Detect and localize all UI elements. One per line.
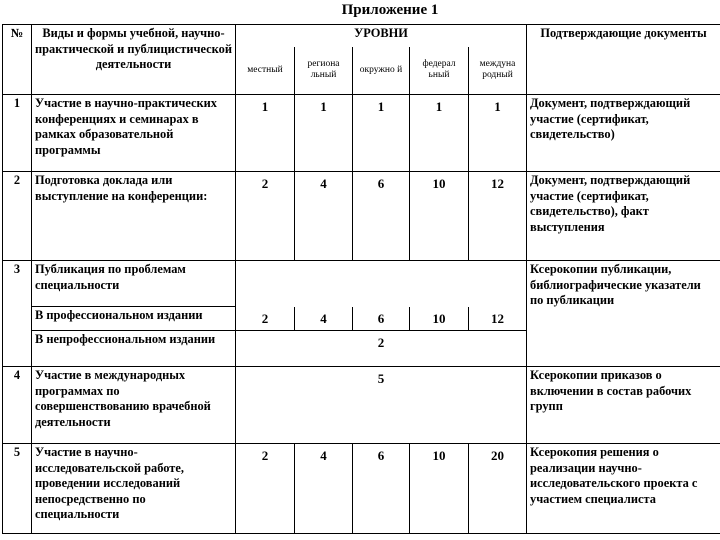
header-activity-types: Виды и формы учебной, научно-практической и публицистической деятельности — [32, 25, 236, 95]
table-row — [3, 172, 720, 261]
level-local: местный — [236, 47, 295, 95]
level-regional: регионa льный — [295, 47, 353, 95]
header-row — [3, 25, 720, 47]
value-regional: 1 — [295, 95, 353, 172]
value-international: 12 — [469, 172, 527, 261]
table-row — [3, 444, 720, 534]
header-number: № — [3, 25, 32, 95]
value-regional: 4 — [295, 172, 353, 261]
value-regional: 4 — [295, 444, 353, 534]
empty-levels-cell — [236, 261, 527, 307]
value-local: 2 — [236, 307, 295, 331]
activity-cell: Участие в научно-практических конференциях и семинарах в рамках образовательной программы — [32, 95, 236, 172]
row-number: 3 — [3, 261, 32, 367]
documents-cell: Ксерокопии публикации, библиографические указатели по публикации — [527, 261, 720, 367]
appendix-title: Приложение 1 — [341, 2, 439, 18]
activity-cell: Подготовка доклада или выступление на конференции: — [32, 172, 236, 261]
documents-cell: Ксерокопия решения о реализации научно-исследовательского проекта с участием специалиста — [527, 444, 720, 534]
row-number: 5 — [3, 444, 32, 534]
row-number: 2 — [3, 172, 32, 261]
level-district: окружно й — [353, 47, 410, 95]
value-all-levels: 5 — [236, 367, 527, 444]
value-district: 1 — [353, 95, 410, 172]
value-local: 2 — [236, 172, 295, 261]
value-local: 2 — [236, 444, 295, 534]
value-federal: 10 — [410, 172, 469, 261]
value-international: 20 — [469, 444, 527, 534]
table-row — [3, 367, 720, 444]
value-federal: 1 — [410, 95, 469, 172]
value-local: 1 — [236, 95, 295, 172]
row-number: 4 — [3, 367, 32, 444]
value-regional: 4 — [295, 307, 353, 331]
documents-cell: Документ, подтверждающий участие (сертификат, свидетельство), факт выступления — [527, 172, 720, 261]
value-district: 6 — [353, 307, 410, 331]
value-international: 12 — [469, 307, 527, 331]
header-levels: УРОВНИ — [236, 25, 527, 47]
level-international: междуна родный — [469, 47, 527, 95]
activity-levels-table — [2, 24, 720, 534]
value-federal: 10 — [410, 307, 469, 331]
activity-subcell: В непрофессиональном издании — [32, 331, 236, 367]
activity-cell: Участие в международных программах по совершенствованию врачебной деятельности — [32, 367, 236, 444]
activity-cell: Участие в научно-исследовательской работе, проведении исследований непосредственно по специальности — [32, 444, 236, 534]
value-federal: 10 — [410, 444, 469, 534]
row-number: 1 — [3, 95, 32, 172]
value-district: 6 — [353, 172, 410, 261]
documents-cell: Ксерокопии приказов о включении в состав рабочих групп — [527, 367, 720, 444]
header-documents: Подтверждающие документы — [527, 25, 720, 95]
documents-cell: Документ, подтверждающий участие (сертификат, свидетельство) — [527, 95, 720, 172]
table-row — [3, 261, 720, 307]
activity-cell: Публикация по проблемам специальности — [32, 261, 236, 307]
level-federal: федерал ьный — [410, 47, 469, 95]
activity-subcell: В профессиональном издании — [32, 307, 236, 331]
value-district: 6 — [353, 444, 410, 534]
value-all-levels: 2 — [236, 331, 527, 367]
table-row — [3, 95, 720, 172]
value-international: 1 — [469, 95, 527, 172]
